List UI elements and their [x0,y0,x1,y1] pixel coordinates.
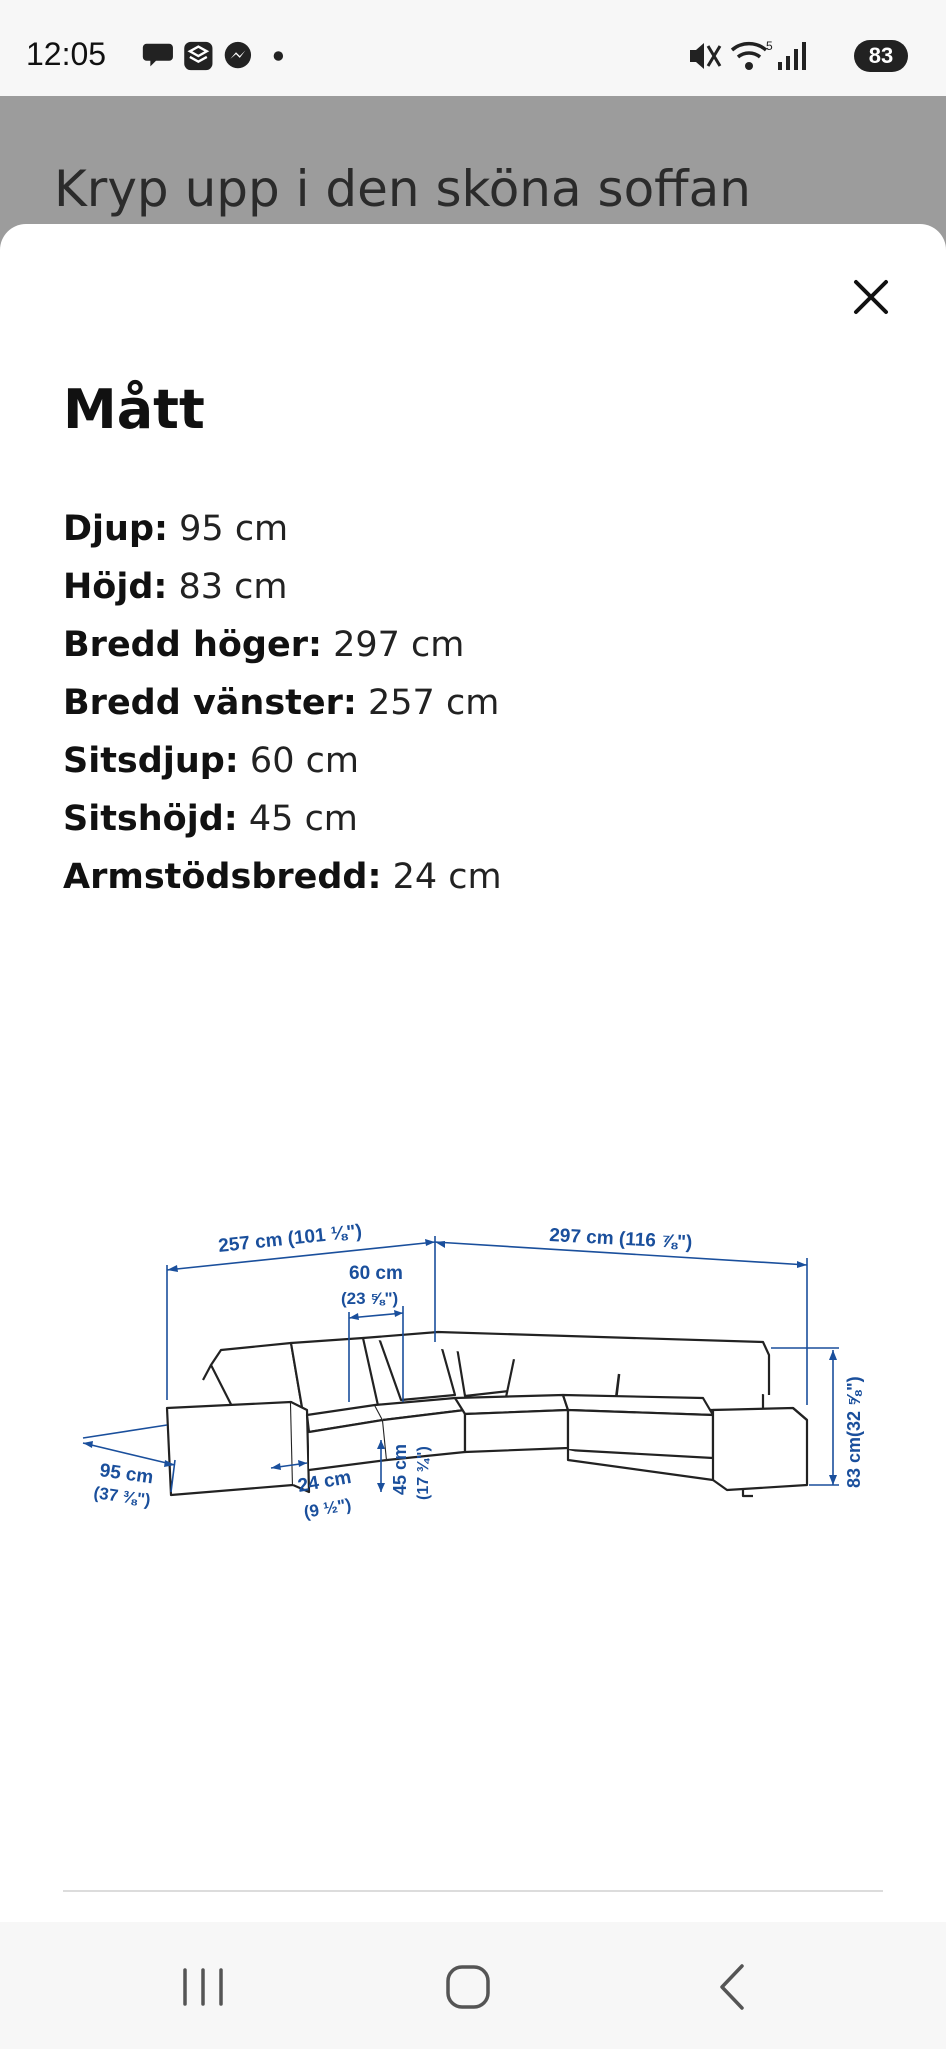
close-button[interactable] [846,272,896,322]
seat-height-in-label: (17 ¾") [415,1446,432,1500]
dimension-value: 95 cm [168,509,289,549]
dot-icon [274,51,283,60]
dimension-value: 24 cm [381,857,502,897]
battery-icon: 83 [854,40,908,72]
notification-icons [140,40,300,72]
depth-in-label: (37 ⅜") [92,1483,152,1510]
sofa-dimension-diagram [63,940,883,1680]
close-icon [846,272,896,322]
svg-text:5: 5 [766,39,773,53]
armrest-cm-label: 24 cm [296,1466,353,1497]
messenger-icon [225,42,251,68]
seat-height-cm-label: 45 cm [390,1443,410,1495]
signal-icon [778,42,806,70]
dimension-label: Bredd höger: [63,625,322,665]
dimension-label: Sitsdjup: [63,741,239,781]
height-label: 83 cm(32 ⅝") [844,1376,864,1488]
home-icon [428,1952,508,2022]
dimension-value: 83 cm [167,567,288,607]
dimension-value: 257 cm [356,683,500,723]
dimension-item [63,558,502,616]
seat-depth-in-label: (23 ⅝") [341,1289,399,1308]
dimension-item [63,616,502,674]
divider [63,1890,883,1892]
back-button[interactable] [694,1952,774,2022]
page-heading: Kryp upp i den sköna soffan [54,160,751,218]
home-button[interactable] [428,1952,508,2022]
depth-cm-label: 95 cm [98,1460,155,1489]
dimension-label: Bredd vänster: [63,683,357,723]
width-left-label: 257 cm (101 ⅛") [217,1221,363,1257]
layers-app-icon [184,42,212,70]
dimension-item [63,790,502,848]
status-time: 12:05 [26,36,107,72]
mute-icon [690,43,720,69]
status-bar [0,0,946,96]
dimension-label: Höjd: [63,567,168,607]
sheet-title: Mått [63,378,205,441]
dimension-label: Armstödsbredd: [63,857,382,897]
dimension-item [63,674,502,732]
back-icon [694,1952,774,2022]
width-right-label: 297 cm (116 ⅞") [548,1225,693,1254]
chat-bubble-icon [143,44,173,67]
dimension-item [63,732,502,790]
dimension-item [63,500,502,558]
dimensions-list [63,500,502,906]
recent-apps-icon [163,1952,243,2022]
armrest-in-label: (9 ½") [302,1494,353,1522]
dimension-item [63,848,502,906]
recent-apps-button[interactable] [163,1952,243,2022]
dimension-value: 45 cm [237,799,358,839]
seat-depth-cm-label: 60 cm [349,1263,403,1284]
depth-line [83,1443,175,1465]
navigation-bar [0,1922,946,2049]
dimension-value: 297 cm [321,625,465,665]
wifi-icon [732,39,773,70]
dimension-value: 60 cm [238,741,359,781]
dimension-label: Djup: [63,509,169,549]
dimension-label: Sitshöjd: [63,799,238,839]
sofa-illustration [167,1332,807,1496]
